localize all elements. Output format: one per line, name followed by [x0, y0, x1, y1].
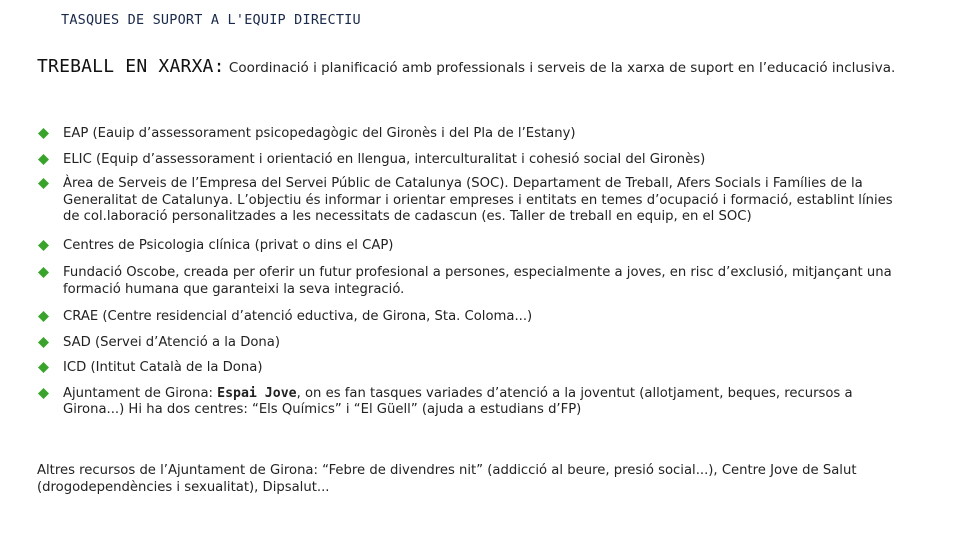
list-item-text: Àrea de Serveis de l’Empresa del Servei Públic de Catalunya (SOC). Departament de Treball, Afers Socials i Famílies de la Generalitat de Catalunya. L’objectiu és informar i orientar empreses i entitats en temes d’ocupació i formació, establint línies de col.laboració personalitzades a les necessitats de cadascun (es. Taller de treball en equip, en el SOC) — [63, 176, 893, 224]
list-item — [36, 126, 896, 143]
list-item — [36, 176, 896, 226]
list-item-text: SAD (Servei d’Atenció a la Dona) — [63, 334, 280, 350]
list-item-text: ELIC (Equip d’assessorament i orientació en llengua, interculturalitat i cohesió social del Gironès) — [63, 151, 706, 167]
intro-lead: TREBALL EN XARXA: — [37, 56, 225, 77]
list-item — [36, 152, 896, 169]
list-item-text: EAP (Eauip d’assessorament psicopedagògic del Gironès i del Pla de l’Estany) — [63, 126, 576, 141]
diamond-bullet-icon — [38, 362, 49, 373]
list-item-text: Fundació Oscobe, creada per oferir un futur profesional a persones, especialmente a joves, en risc d’exclusió, mitjançant una formació humana que garanteixi la seva integració. — [63, 265, 892, 297]
list-item — [36, 360, 896, 377]
espai-jove-label: Espai Jove — [217, 385, 297, 401]
diamond-bullet-icon — [38, 128, 49, 139]
list-item-text: ICD (Intitut Català de la Dona) — [63, 360, 263, 375]
resource-list — [36, 126, 896, 419]
diamond-bullet-icon — [38, 154, 49, 165]
intro-text: Coordinació i planificació amb professionals i serveis de la xarxa de suport en l’educació inclusiva. — [224, 60, 896, 76]
intro-paragraph — [37, 57, 897, 78]
diamond-bullet-icon — [38, 267, 49, 278]
list-item — [36, 238, 896, 255]
list-item — [36, 309, 896, 326]
list-item-text: CRAE (Centre residencial d’atenció eductiva, de Girona, Sta. Coloma...) — [63, 309, 533, 324]
diamond-bullet-icon — [38, 311, 49, 322]
page-title: TASQUES DE SUPORT A L'EQUIP DIRECTIU — [61, 12, 361, 28]
list-item — [36, 265, 896, 298]
list-item — [36, 386, 896, 419]
footer-paragraph: Altres recursos de l’Ajuntament de Girona: “Febre de divendres nit” (addicció al beure, presió social...), Centre Jove de Salut (drogodependències i sexualitat), Dipsalut... — [37, 463, 857, 495]
list-item-text: Centres de Psicologia clínica (privat o dins el CAP) — [63, 237, 394, 253]
diamond-bullet-icon — [38, 388, 49, 399]
diamond-bullet-icon — [38, 337, 49, 348]
diamond-bullet-icon — [38, 178, 49, 189]
diamond-bullet-icon — [38, 240, 49, 251]
list-item-text-post: , on es fan tasques variades d’atenció a la joventut (allotjament, beques, recursos a Girona...) Hi ha dos centres: “Els Químics” i “El Güell” (ajuda a estudians d’FP) — [63, 385, 853, 417]
list-item — [36, 335, 896, 352]
list-item-text-pre: Ajuntament de Girona: — [63, 385, 218, 401]
